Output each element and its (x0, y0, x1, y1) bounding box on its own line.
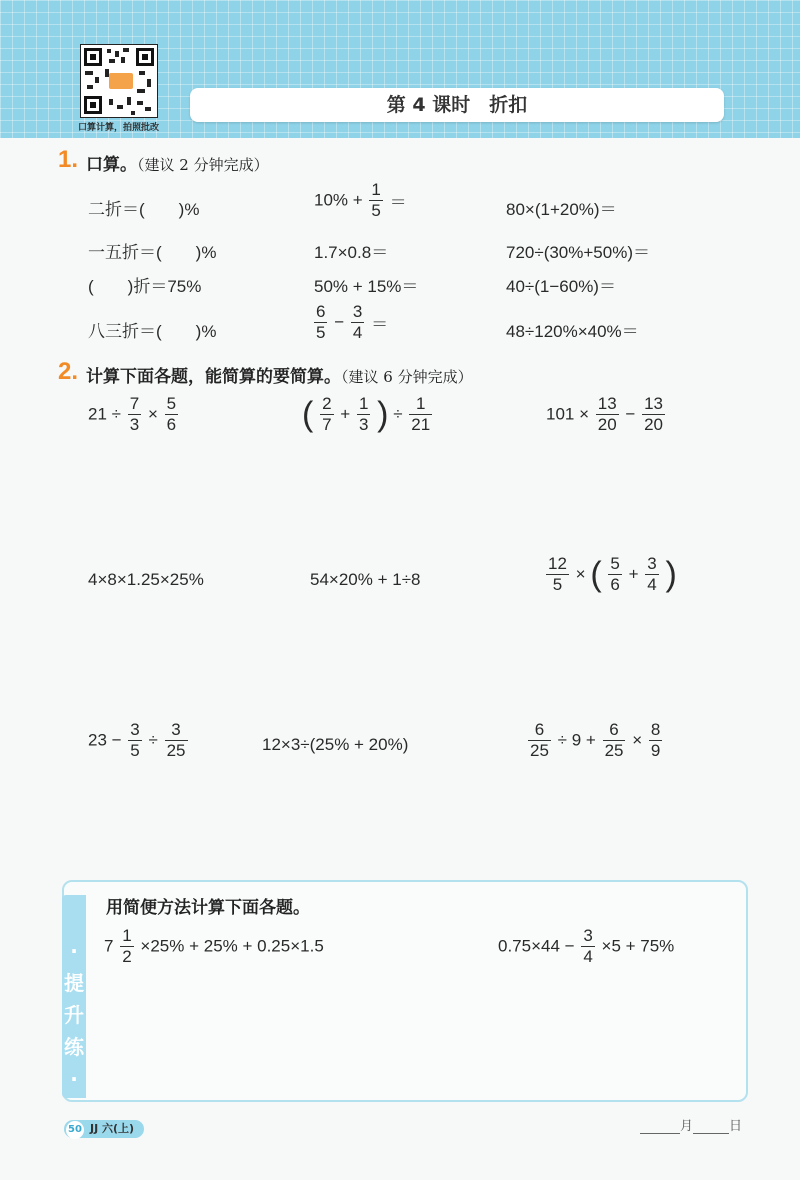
fraction (128, 720, 141, 761)
fraction (320, 394, 333, 435)
oral-q8: 50% + 15%＝ (314, 277, 419, 296)
oral-q9: 40÷(1−60%)＝ (506, 277, 616, 296)
fraction (165, 394, 178, 435)
fraction (546, 554, 569, 595)
numerator: 3 (130, 720, 140, 739)
left-paren: ( (302, 395, 314, 434)
tab-char: 升 (64, 1003, 84, 1027)
extension-q1 (104, 926, 324, 967)
fraction (608, 554, 621, 595)
tab-char: · (70, 1067, 78, 1091)
denominator: 20 (597, 415, 617, 434)
oral-q7: ( )折＝75% (88, 277, 202, 296)
denominator: 6 (166, 415, 177, 434)
fraction (649, 720, 662, 761)
numerator: 6 (603, 720, 626, 741)
right-paren: ) (665, 555, 677, 594)
calc-problem-5: 54×20% + 1÷8 (310, 570, 421, 589)
numerator: 8 (650, 720, 661, 739)
extension-q2 (498, 926, 674, 967)
section2-title-text: 计算下面各题，能简算的要简算。 (86, 367, 341, 387)
numerator: 5 (610, 554, 620, 573)
fraction (596, 394, 619, 435)
month-blank[interactable] (640, 1118, 680, 1134)
denominator: 21 (411, 415, 431, 434)
calc-problem-8: 12×3÷(25% + 20%) (262, 735, 409, 754)
oral-q1: 二折＝( )% (88, 200, 200, 219)
fraction (128, 394, 141, 435)
oral-q12: 48÷120%×40%＝ (506, 322, 639, 341)
plus-sign: + (628, 564, 639, 584)
calc-problem-6 (544, 554, 677, 595)
fraction (642, 394, 665, 435)
denominator: 5 (130, 741, 140, 760)
operator: ÷ 9 + (557, 730, 596, 750)
calc-problem-1 (88, 394, 180, 435)
right-paren: ) (377, 395, 389, 434)
fraction (165, 720, 188, 761)
page-number: 50 (66, 1121, 84, 1139)
footer-badge (64, 1120, 144, 1138)
fraction (314, 302, 327, 343)
oral-q5: 1.7×0.8＝ (314, 243, 389, 262)
numerator: 6 (528, 720, 551, 741)
book-label: JJ 六(上) (90, 1122, 135, 1135)
section2-number: 2. (58, 358, 79, 385)
denominator: 2 (122, 947, 132, 966)
equals-sign: ＝ (389, 193, 407, 212)
calc-problem-7 (88, 720, 190, 761)
numerator: 3 (352, 302, 363, 321)
minus-sign: − (625, 404, 636, 424)
calc-problem-4: 4×8×1.25×25% (88, 570, 204, 589)
numerator: 7 (129, 394, 140, 413)
numerator: 5 (166, 394, 177, 413)
denominator: 4 (352, 323, 363, 342)
times-sign: × (632, 730, 643, 750)
oral-q10: 八三折＝( )% (88, 322, 217, 341)
fraction (603, 720, 626, 761)
extension-title: 用简便方法计算下面各题。 (106, 898, 310, 918)
numerator: 13 (644, 394, 663, 413)
fraction (528, 720, 551, 761)
divide-sign: ÷ (148, 730, 158, 750)
oral-q6: 720÷(30%+50%)＝ (506, 243, 650, 262)
calc-problem-2 (302, 394, 434, 435)
calc-problem-9 (526, 720, 664, 761)
denominator: 3 (358, 415, 369, 434)
expression-rest: ×5 + 75% (601, 936, 675, 956)
plus-sign: + (340, 404, 351, 424)
qr-code[interactable] (80, 44, 158, 118)
fraction (357, 394, 370, 435)
numerator: 3 (647, 554, 657, 573)
denominator: 5 (371, 201, 381, 220)
denominator: 25 (604, 741, 624, 760)
term: 101 × (546, 404, 590, 424)
term: 0.75×44 − (498, 936, 575, 956)
numerator: 12 (548, 554, 567, 573)
date-field[interactable] (640, 1115, 742, 1134)
section1-number: 1. (58, 146, 79, 173)
section1-hint: （建议 2 分钟完成） (137, 156, 269, 174)
numerator: 1 (409, 394, 432, 415)
denominator: 5 (316, 323, 326, 342)
times-sign: × (575, 564, 586, 584)
section1-title (86, 150, 269, 175)
minus-sign: − (334, 312, 345, 332)
section2-title (86, 362, 473, 387)
denominator: 4 (647, 575, 657, 594)
numerator: 13 (597, 394, 617, 413)
denominator: 7 (322, 415, 332, 434)
numerator: 1 (122, 926, 132, 945)
tab-char: · (70, 939, 78, 963)
calc-problem-3 (546, 394, 667, 435)
whole-part: 7 (104, 936, 114, 956)
fraction (369, 180, 382, 221)
denominator: 3 (129, 415, 140, 434)
term: 21 (88, 404, 107, 424)
day-label: 日 (729, 1119, 743, 1134)
month-label: 月 (680, 1119, 694, 1134)
denominator: 4 (583, 947, 593, 966)
numerator: 3 (583, 926, 593, 945)
equals-sign: ＝ (371, 315, 389, 334)
numerator: 1 (358, 394, 369, 413)
oral-q11 (312, 302, 388, 343)
oral-q2 (314, 180, 407, 221)
oral-q3: 80×(1+20%)＝ (506, 200, 617, 219)
fraction (645, 554, 658, 595)
left-paren: ( (590, 555, 602, 594)
denominator: 25 (166, 741, 186, 760)
qr-caption: 口算计算，拍照批改 (78, 123, 160, 133)
fraction (409, 394, 432, 435)
tab-char: 练 (64, 1035, 84, 1059)
numerator: 6 (316, 302, 326, 321)
denominator: 6 (610, 575, 620, 594)
denominator: 20 (644, 415, 663, 434)
times-sign: × (147, 404, 158, 424)
section1-title-text: 口算。 (86, 155, 137, 175)
numerator: 1 (371, 180, 381, 199)
day-blank[interactable] (693, 1118, 729, 1134)
tab-char: 提 (64, 971, 84, 995)
divide-sign: ÷ (111, 404, 121, 424)
divide-sign: ÷ (393, 404, 403, 424)
oral-q2-a: 10% + (314, 190, 363, 210)
fraction (581, 926, 594, 967)
denominator: 25 (530, 741, 549, 760)
extension-tab-label (62, 935, 86, 1095)
term: 23 − (88, 730, 122, 750)
numerator: 2 (322, 394, 332, 413)
lesson-title: 第 4 课时 折扣 (190, 88, 724, 122)
denominator: 9 (650, 741, 661, 760)
oral-q4: 一五折＝( )% (88, 243, 217, 262)
expression-rest: ×25% + 25% + 0.25×1.5 (140, 936, 324, 956)
fraction (351, 302, 364, 343)
fraction (120, 926, 133, 967)
numerator: 3 (165, 720, 188, 741)
denominator: 5 (552, 575, 563, 594)
section2-hint: （建议 6 分钟完成） (341, 368, 473, 386)
